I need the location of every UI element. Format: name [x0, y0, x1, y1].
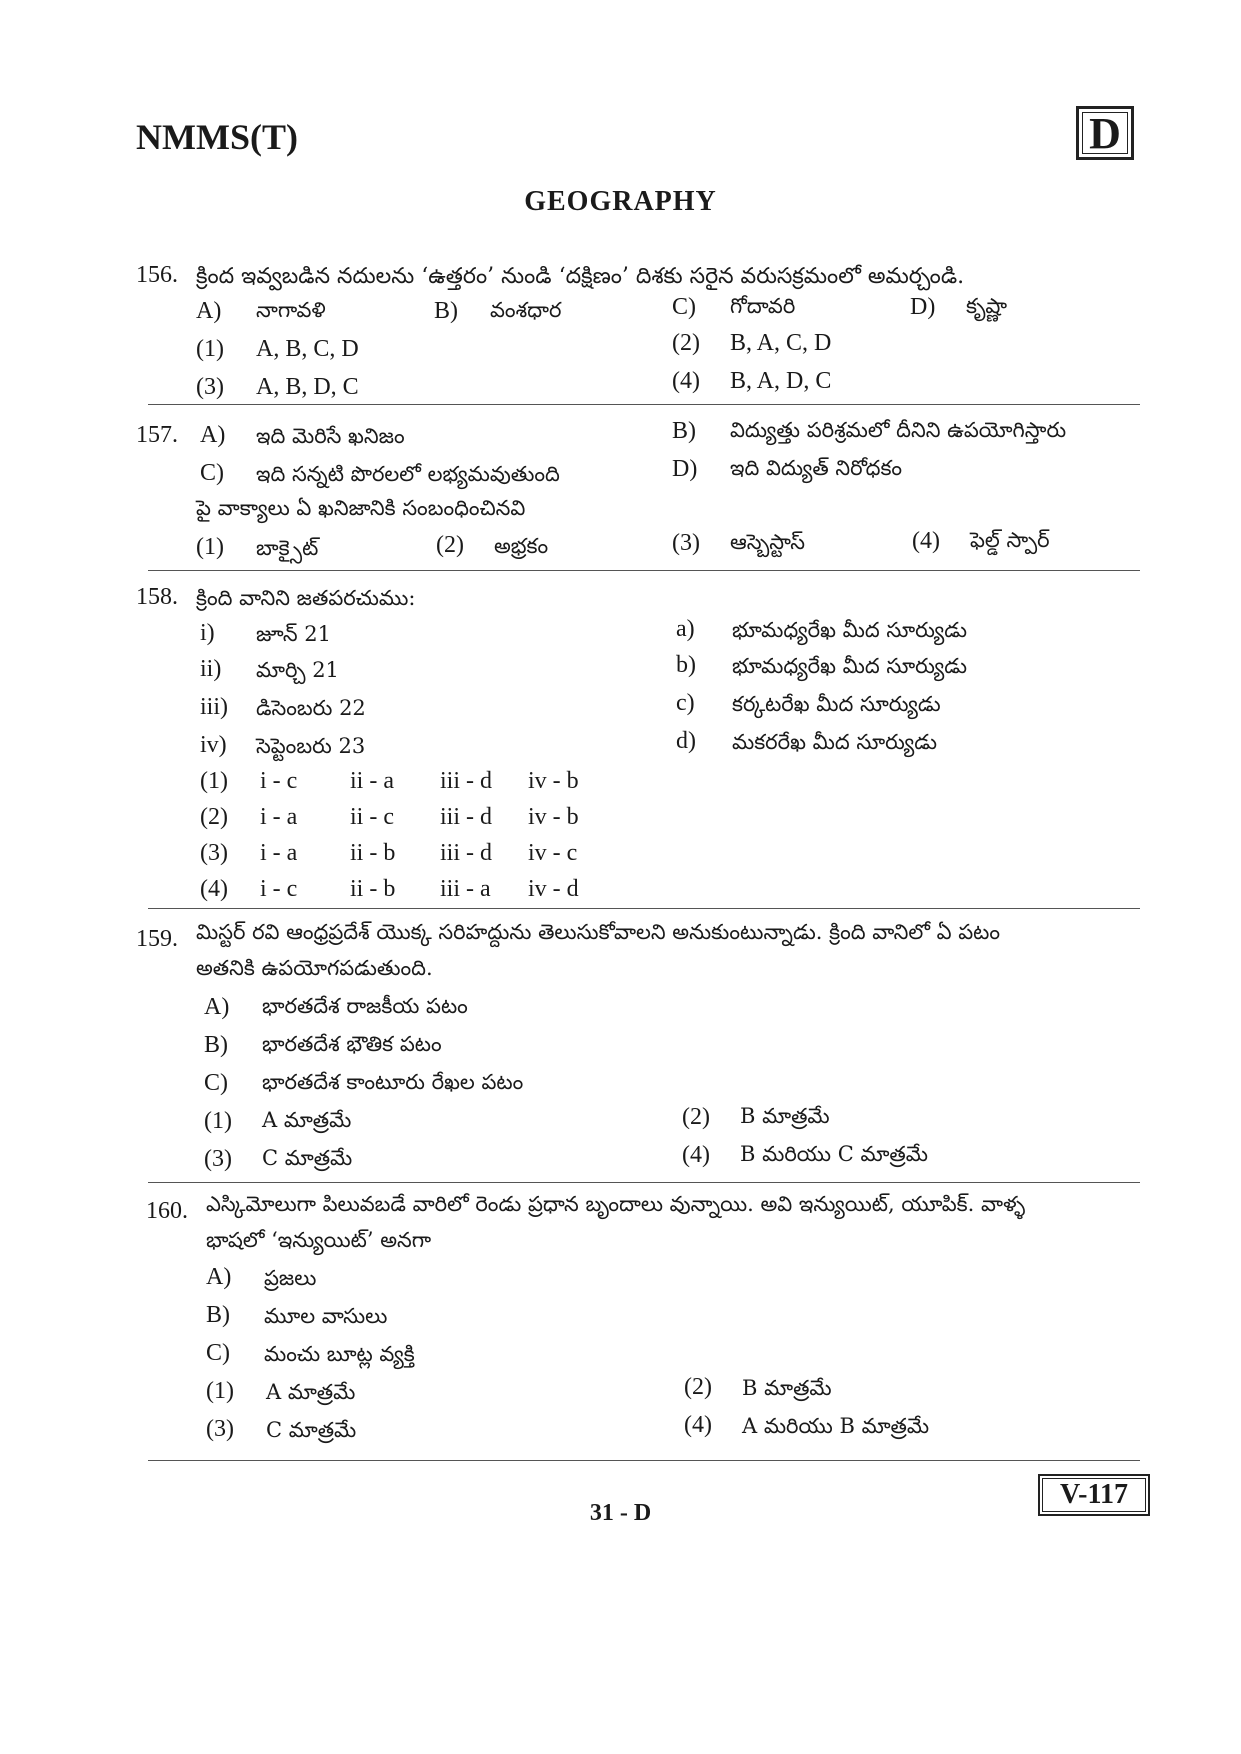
right-text: భూమధ్యరేఖ మీద సూర్యుడు: [732, 618, 968, 642]
option-pair: ii - c: [350, 804, 394, 830]
option-text: B, A, D, C: [730, 368, 832, 394]
option-number: (4): [200, 876, 228, 902]
option-number: (3): [204, 1146, 232, 1172]
option-number: (2): [672, 330, 700, 356]
question-text: క్రింద ఇవ్వబడిన నదులను ‘ఉత్తరం’ నుండి ‘దక్షిణం’ దిశకు సరైన వరుసక్రమంలో అమర్చండి.: [196, 264, 965, 289]
option-pair: iv - d: [528, 876, 579, 902]
option-pair: i - a: [260, 804, 298, 830]
item-label: D): [910, 294, 936, 320]
statement-label: B): [672, 418, 696, 444]
option-pair: iv - b: [528, 768, 579, 794]
left-text: సెప్టెంబరు 23: [256, 734, 366, 758]
item-text: మంచు బూట్ల వ్యక్తి: [264, 1342, 415, 1366]
option-pair: iv - c: [528, 840, 578, 866]
question-text-line-1: మిస్టర్ రవి ఆంధ్రప్రదేశ్ యొక్క సరిహద్దును తెలుసుకోవాలని అనుకుంటున్నాడు. క్రింది వానిలో ఏ పటం: [196, 920, 1000, 944]
option-number: (4): [672, 368, 700, 394]
left-label: iii): [200, 694, 228, 720]
option-number: (1): [204, 1108, 232, 1134]
option-text: C మాత్రమే: [262, 1146, 353, 1170]
item-label: C): [204, 1070, 228, 1096]
divider: [148, 908, 1140, 909]
right-label: c): [676, 690, 695, 716]
item-label: C): [206, 1340, 230, 1366]
item-label: B): [434, 298, 458, 324]
option-text: A మరియు B మాత్రమే: [742, 1414, 930, 1438]
item-text: భారతదేశ భౌతిక పటం: [262, 1032, 442, 1056]
option-text: B, A, C, D: [730, 330, 832, 356]
question-number: 160.: [146, 1198, 188, 1224]
item-label: A): [196, 298, 222, 324]
option-text: అభ్రకం: [494, 534, 549, 558]
item-text: భారతదేశ కాంటూరు రేఖల పటం: [262, 1070, 524, 1094]
item-label: A): [204, 994, 230, 1020]
option-pair: iii - d: [440, 768, 492, 794]
option-pair: ii - a: [350, 768, 394, 794]
right-label: b): [676, 652, 696, 678]
right-text: మకరరేఖ మీద సూర్యుడు: [732, 730, 938, 754]
item-label: C): [672, 294, 696, 320]
exam-code: NMMS(T): [136, 117, 298, 157]
statement-label: D): [672, 456, 698, 482]
item-label: B): [206, 1302, 230, 1328]
option-text: B మాత్రమే: [740, 1104, 830, 1128]
option-number: (3): [206, 1416, 234, 1442]
option-pair: i - c: [260, 876, 298, 902]
item-text: భారతదేశ రాజకీయ పటం: [262, 994, 468, 1018]
option-number: (2): [682, 1104, 710, 1130]
statement-label: A): [200, 422, 226, 448]
option-number: (2): [684, 1374, 712, 1400]
divider: [148, 404, 1140, 405]
left-label: iv): [200, 732, 227, 758]
right-text: కర్కటరేఖ మీద సూర్యుడు: [732, 692, 941, 716]
option-number: (2): [200, 804, 228, 830]
left-text: జూన్ 21: [256, 622, 331, 646]
option-number: (1): [206, 1378, 234, 1404]
statement-text: విద్యుత్తు పరిశ్రమలో దీనిని ఉపయోగిస్తారు: [730, 418, 1067, 442]
option-text: A, B, C, D: [256, 336, 359, 362]
option-text: ఆస్బెస్టాస్: [730, 530, 806, 554]
option-number: (1): [200, 768, 228, 794]
option-number: (2): [436, 532, 464, 558]
set-letter-box: D: [1076, 106, 1134, 160]
question-text-line-2: భాషలో ‘ఇన్యుయిట్’ అనగా: [206, 1228, 432, 1252]
option-number: (4): [684, 1412, 712, 1438]
option-number: (3): [672, 530, 700, 556]
option-number: (4): [912, 528, 940, 554]
statement-label: C): [200, 460, 224, 486]
item-text: కృష్ణా: [966, 294, 1008, 318]
item-text: గోదావరి: [730, 294, 796, 318]
question-text: క్రింది వానిని జతపరచుము:: [196, 586, 416, 610]
booklet-code-box: V-117: [1038, 1474, 1150, 1516]
option-text: C మాత్రమే: [266, 1418, 357, 1442]
item-text: ప్రజలు: [264, 1266, 317, 1290]
option-pair: ii - b: [350, 840, 396, 866]
right-label: d): [676, 728, 696, 754]
item-text: వంశధార: [490, 298, 562, 322]
option-pair: i - a: [260, 840, 298, 866]
statement-text: ఇది సన్నటి పొరలలో లభ్యమవుతుంది: [256, 462, 560, 486]
option-text: B మాత్రమే: [742, 1376, 832, 1400]
left-text: డిసెంబరు 22: [256, 696, 366, 720]
option-text: A, B, D, C: [256, 374, 359, 400]
divider: [148, 570, 1140, 571]
item-label: B): [204, 1032, 228, 1058]
option-pair: iii - d: [440, 804, 492, 830]
option-text: ఫెల్డ్ స్పార్: [970, 528, 1050, 552]
question-number: 158.: [136, 584, 178, 610]
option-text: A మాత్రమే: [262, 1108, 352, 1132]
item-label: A): [206, 1264, 232, 1290]
option-pair: ii - b: [350, 876, 396, 902]
left-label: ii): [200, 656, 222, 682]
right-text: భూమధ్యరేఖ మీద సూర్యుడు: [732, 654, 968, 678]
option-number: (3): [200, 840, 228, 866]
question-number: 159.: [136, 926, 178, 952]
question-text-line-1: ఎస్కిమోలుగా పిలువబడే వారిలో రెండు ప్రధాన బృందాలు వున్నాయి. అవి ఇన్యుయిట్, యూపిక్. వాళ్ళ: [206, 1192, 1026, 1216]
page-number: 31 - D: [589, 1500, 652, 1526]
question-text: పై వాక్యాలు ఏ ఖనిజానికి సంబంధించినవి: [196, 496, 526, 520]
option-pair: iv - b: [528, 804, 579, 830]
option-text: A మాత్రమే: [266, 1380, 356, 1404]
statement-text: ఇది విద్యుత్ నిరోధకం: [730, 456, 903, 480]
option-text: B మరియు C మాత్రమే: [740, 1142, 928, 1166]
option-number: (3): [196, 374, 224, 400]
section-title: GEOGRAPHY: [524, 186, 717, 217]
option-text: బాక్సైట్: [256, 536, 319, 560]
left-text: మార్చి 21: [256, 658, 339, 682]
option-number: (1): [196, 534, 224, 560]
item-text: మూల వాసులు: [264, 1304, 388, 1328]
option-number: (4): [682, 1142, 710, 1168]
question-number: 157.: [136, 422, 178, 448]
question-text-line-2: అతనికి ఉపయోగపడుతుంది.: [196, 956, 433, 980]
divider: [148, 1182, 1140, 1183]
option-pair: i - c: [260, 768, 298, 794]
left-label: i): [200, 620, 215, 646]
option-pair: iii - d: [440, 840, 492, 866]
divider: [148, 1460, 1140, 1461]
right-label: a): [676, 616, 695, 642]
option-pair: iii - a: [440, 876, 491, 902]
question-number: 156.: [136, 262, 178, 288]
option-number: (1): [196, 336, 224, 362]
statement-text: ఇది మెరిసే ఖనిజం: [256, 424, 405, 448]
item-text: నాగావళి: [256, 298, 326, 322]
